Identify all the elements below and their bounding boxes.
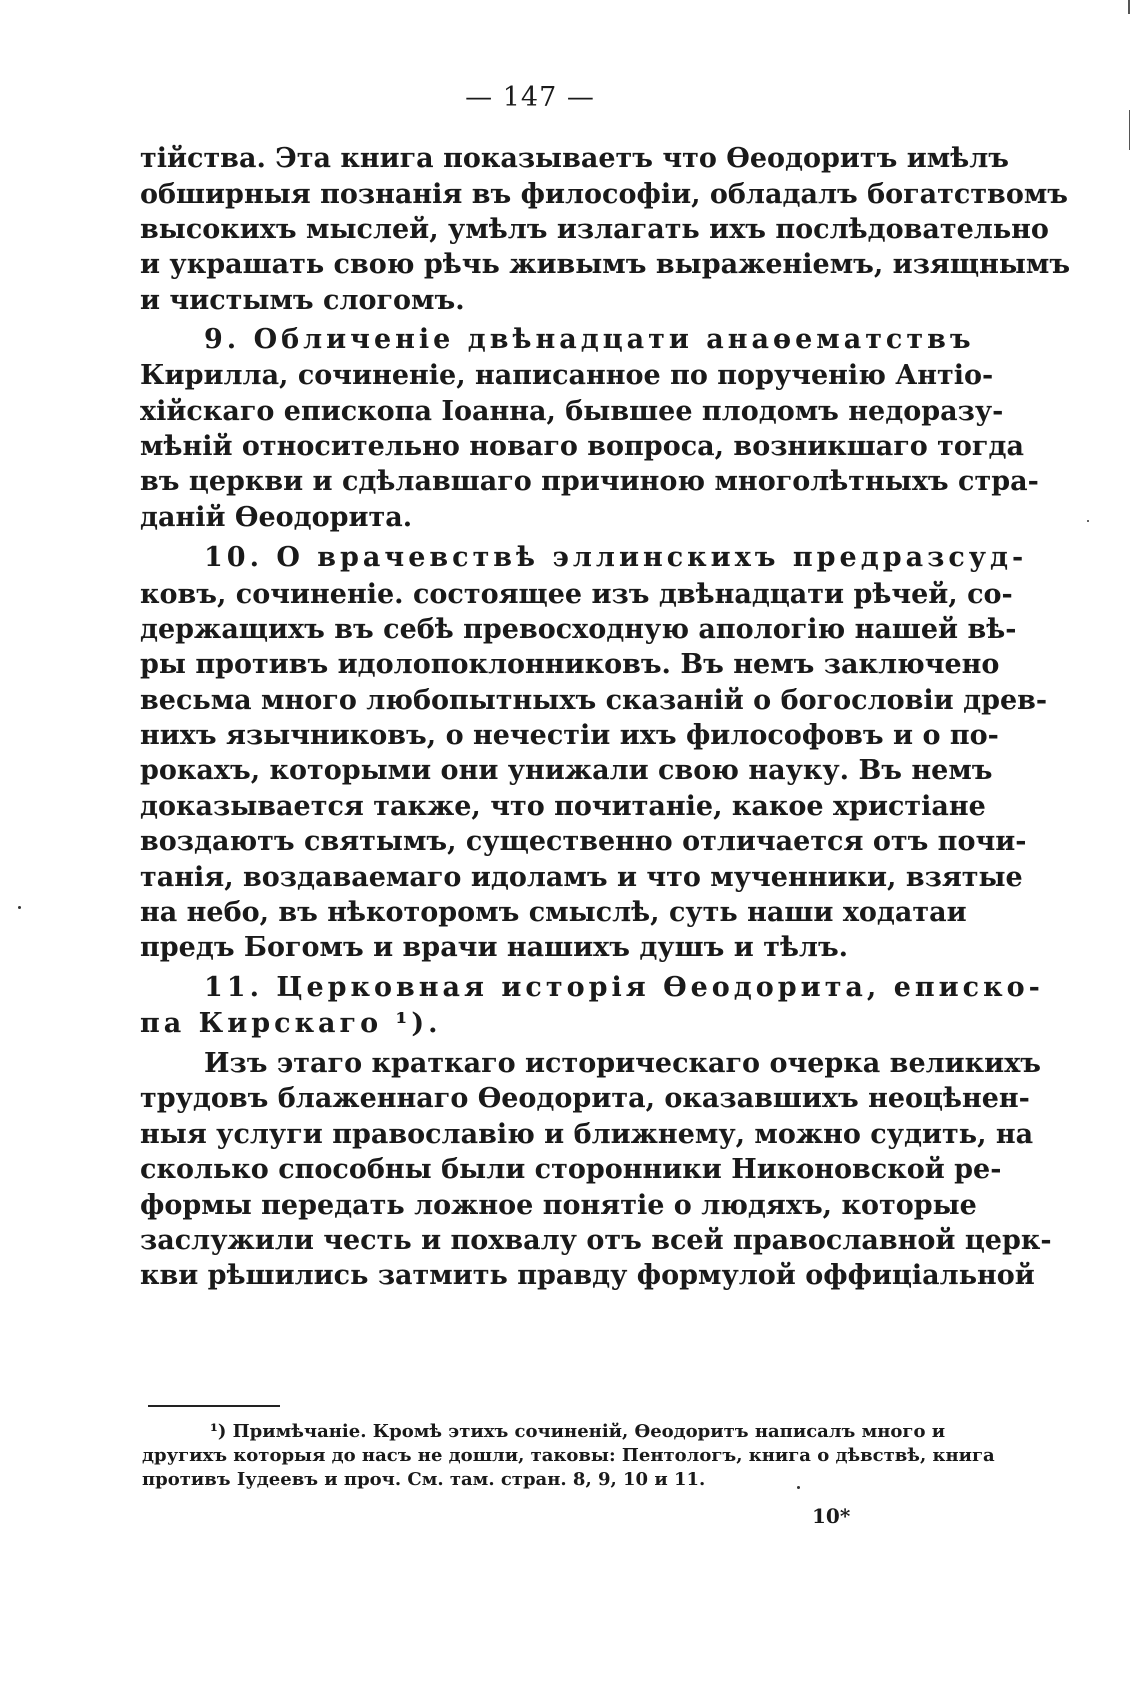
text-line: Изъ этаго краткаго историческаго очерка великихъ bbox=[204, 1048, 1042, 1079]
text-line: нихъ язычниковъ, о нечестіи ихъ философовъ и о по- bbox=[140, 720, 999, 751]
text-line: предъ Богомъ и врачи нашихъ душъ и тѣлъ. bbox=[140, 932, 849, 963]
item-heading-11: 11. Церковная исторія Өеодорита, еписко- bbox=[204, 972, 1044, 1003]
text-line: па Кирскаго ¹). bbox=[140, 1008, 442, 1039]
text-line: и чистымъ слогомъ. bbox=[140, 285, 465, 316]
text-line: въ церкви и сдѣлавшаго причиною многолѣтныхъ стра- bbox=[140, 466, 1039, 497]
text-line: ныя услуги православію и ближнему, можно судить, на bbox=[140, 1119, 1034, 1150]
text-line: ры противъ идолопоклонниковъ. Въ немъ заключено bbox=[140, 649, 1000, 680]
text-line: доказывается также, что почитаніе, какое христіане bbox=[140, 791, 986, 822]
text-line: тійства. Эта книга показываетъ что Өеодоритъ имѣлъ bbox=[140, 143, 1009, 174]
text-line: трудовъ блаженнаго Өеодорита, оказавшихъ неоцѣнен- bbox=[140, 1083, 1030, 1114]
text-line: танія, воздаваемаго идоламъ и что мученники, взятые bbox=[140, 862, 1023, 893]
scan-speck bbox=[1087, 520, 1089, 522]
footnote-line: другихъ которыя до насъ не дошли, таковы: Пентологъ, книга о дѣвствѣ, книга bbox=[142, 1445, 995, 1466]
text-line: рокахъ, которыми они унижали свою науку. Въ немъ bbox=[140, 755, 993, 786]
text-line: ковъ, сочиненіе. состоящее изъ двѣнадцати рѣчей, со- bbox=[140, 579, 1013, 610]
page-number: — 147 — bbox=[465, 82, 595, 113]
text-line: мѣній относительно новаго вопроса, возникшаго тогда bbox=[140, 431, 1024, 462]
text-line: Кирилла, сочиненіе, написанное по порученію Антіо- bbox=[140, 360, 994, 391]
scan-speck bbox=[18, 906, 21, 909]
footnote-line: ¹) Примѣчаніе. Кромѣ этихъ сочиненій, Өеодоритъ написалъ много и bbox=[210, 1421, 946, 1442]
text-line: обширныя познанія въ философіи, обладалъ богатствомъ bbox=[140, 179, 1068, 210]
text-line: хійскаго епископа Іоанна, бывшее плодомъ недоразу- bbox=[140, 396, 1004, 427]
scan-speck bbox=[797, 1486, 800, 1489]
text-line: формы передать ложное понятіе о людяхъ, которые bbox=[140, 1190, 977, 1221]
text-line: даній Өеодорита. bbox=[140, 502, 413, 533]
text-line: кви рѣшились затмить правду формулой оффиціальной bbox=[140, 1260, 1035, 1291]
text-line: высокихъ мыслей, умѣлъ излагать ихъ послѣдовательно bbox=[140, 214, 1049, 245]
text-line: на небо, въ нѣкоторомъ смыслѣ, суть наши ходатаи bbox=[140, 897, 967, 928]
text-line: весьма много любопытныхъ сказаній о богословіи древ- bbox=[140, 685, 1048, 716]
scan-edge-mark bbox=[1129, 110, 1130, 150]
footnote-line: противъ Іудеевъ и проч. См. там. стран. 8, 9, 10 и 11. bbox=[142, 1469, 706, 1490]
text-line: и украшать свою рѣчь живымъ выраженіемъ, изящнымъ bbox=[140, 249, 1071, 280]
scan-edge-mark bbox=[1128, 0, 1130, 14]
text-line: воздаютъ святымъ, существенно отличается отъ почи- bbox=[140, 826, 1027, 857]
text-line: сколько способны были сторонники Никоновской ре- bbox=[140, 1154, 1002, 1185]
item-heading-10: 10. О врачевствѣ эллинскихъ предразсуд- bbox=[204, 542, 1028, 573]
footnote-rule bbox=[148, 1405, 280, 1407]
text-line: заслужили честь и похвалу отъ всей православной церк- bbox=[140, 1225, 1052, 1256]
signature-mark: 10* bbox=[812, 1504, 851, 1528]
text-line: держащихъ въ себѣ превосходную апологію нашей вѣ- bbox=[140, 614, 1017, 645]
item-heading-9: 9. Обличеніе двѣнадцати анаөематствъ bbox=[204, 324, 975, 355]
